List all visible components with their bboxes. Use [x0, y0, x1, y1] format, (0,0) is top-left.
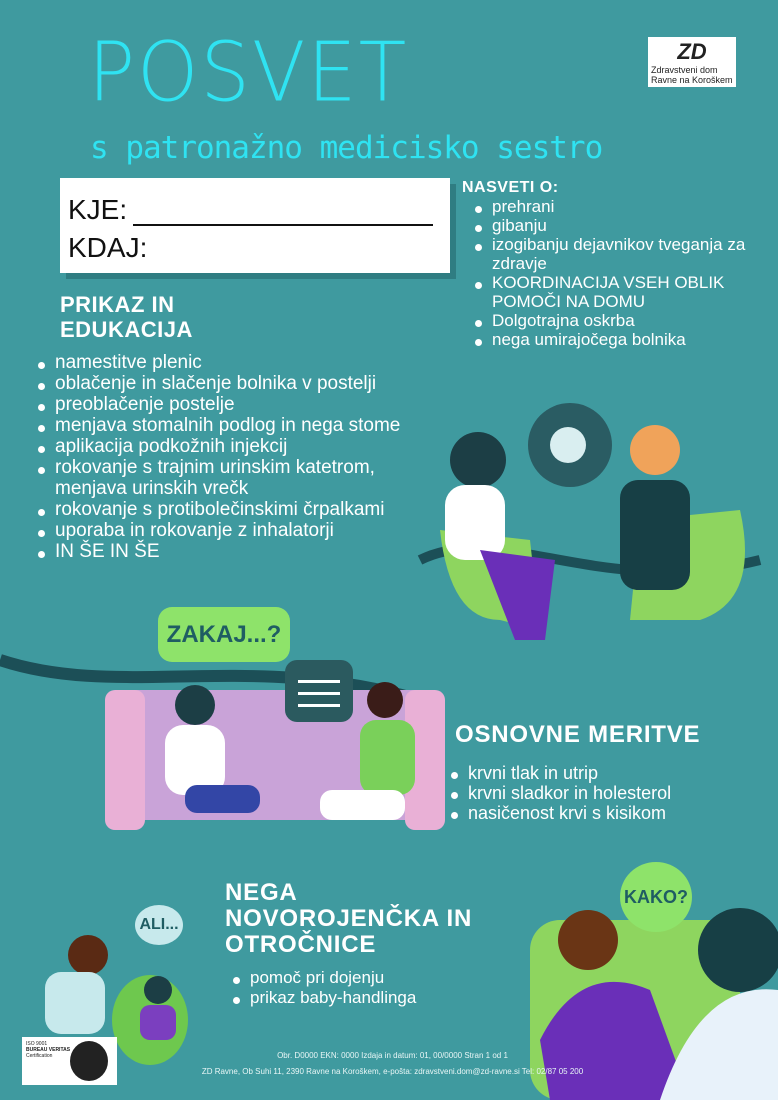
list-item: nega umirajočega bolnika: [472, 330, 762, 349]
list-item: menjava stomalnih podlog in nega stome: [35, 415, 425, 436]
when-label: KDAJ:: [68, 232, 148, 263]
list-item: uporaba in rokovanje z inhalatorji: [35, 520, 425, 541]
list-item: KOORDINACIJA VSEH OBLIK POMOČI NA DOMU: [472, 273, 762, 311]
certification-logo: [22, 1037, 117, 1085]
list-item: nasičenost krvi s kisikom: [448, 803, 671, 823]
footer-contact: ZD Ravne, Ob Suhi 11, 2390 Ravne na Koroškem, e-pošta: zdravstveni.dom@zd-ravne.si Tel: 02/87 05 200: [201, 1067, 584, 1076]
list-item: prehrani: [472, 197, 762, 216]
footer-document-info: Obr. D0000 EKN: 0000 Izdaja in datum: 01, 00/0000 Stran 1 od 1: [277, 1051, 508, 1060]
tips-section: [462, 178, 762, 349]
list-item: oblačenje in slačenje bolnika v postelji: [35, 373, 425, 394]
list-item: namestitve plenic: [35, 352, 425, 373]
how-bubble: KAKO?: [620, 862, 692, 932]
measurements-list: [448, 763, 671, 823]
where-line: [133, 202, 433, 226]
list-item: Dolgotrajna oskrba: [472, 311, 762, 330]
cert-line1: ISO 9001: [26, 1041, 48, 1047]
list-item: izogibanju dejavnikov tveganja za zdravje: [472, 235, 762, 273]
list-item: prikaz baby-handlinga: [230, 988, 416, 1008]
list-item: pomoč pri dojenju: [230, 968, 416, 988]
education-title: PRIKAZ IN EDUKACIJA: [60, 292, 193, 342]
measurements-title: OSNOVNE MERITVE: [455, 721, 701, 748]
cert-line3: Certification: [26, 1053, 53, 1059]
logo-line1: Zdravstveni dom: [651, 65, 718, 75]
list-item: IN ŠE IN ŠE: [35, 541, 425, 562]
logo-line2: Ravne na Koroškem: [651, 75, 733, 85]
why-bubble: ZAKAJ...?: [158, 607, 290, 662]
zd-ravne-logo: [648, 37, 736, 87]
maybe-bubble: ALI...: [135, 905, 183, 945]
where-label: KJE:: [68, 194, 128, 225]
list-item: aplikacija podkožnih injekcij: [35, 436, 425, 457]
list-item: gibanju: [472, 216, 762, 235]
consultation-illustration: [420, 403, 760, 640]
list-item: krvni sladkor in holesterol: [448, 783, 671, 803]
list-item: rokovanje s protibolečinskimi črpalkami: [35, 499, 425, 520]
logo-mark: ZD: [677, 39, 707, 64]
tips-title: NASVETI O:: [462, 179, 559, 196]
page-title: POSVET: [88, 25, 409, 121]
sofa-illustration: [0, 660, 445, 830]
page-subtitle: s patronažno medicisko sestro: [90, 130, 603, 166]
newborn-list: [230, 968, 416, 1008]
newborn-title: NEGA NOVOROJENČKA IN OTROČNICE: [225, 879, 473, 958]
education-list: [35, 352, 425, 562]
where-when-box: [60, 178, 450, 273]
list-item: rokovanje s trajnim urinskim katetrom, menjava urinskih vrečk: [35, 457, 425, 499]
cert-line2: BUREAU VERITAS: [26, 1047, 71, 1053]
list-item: krvni tlak in utrip: [448, 763, 671, 783]
list-item: preoblačenje postelje: [35, 394, 425, 415]
